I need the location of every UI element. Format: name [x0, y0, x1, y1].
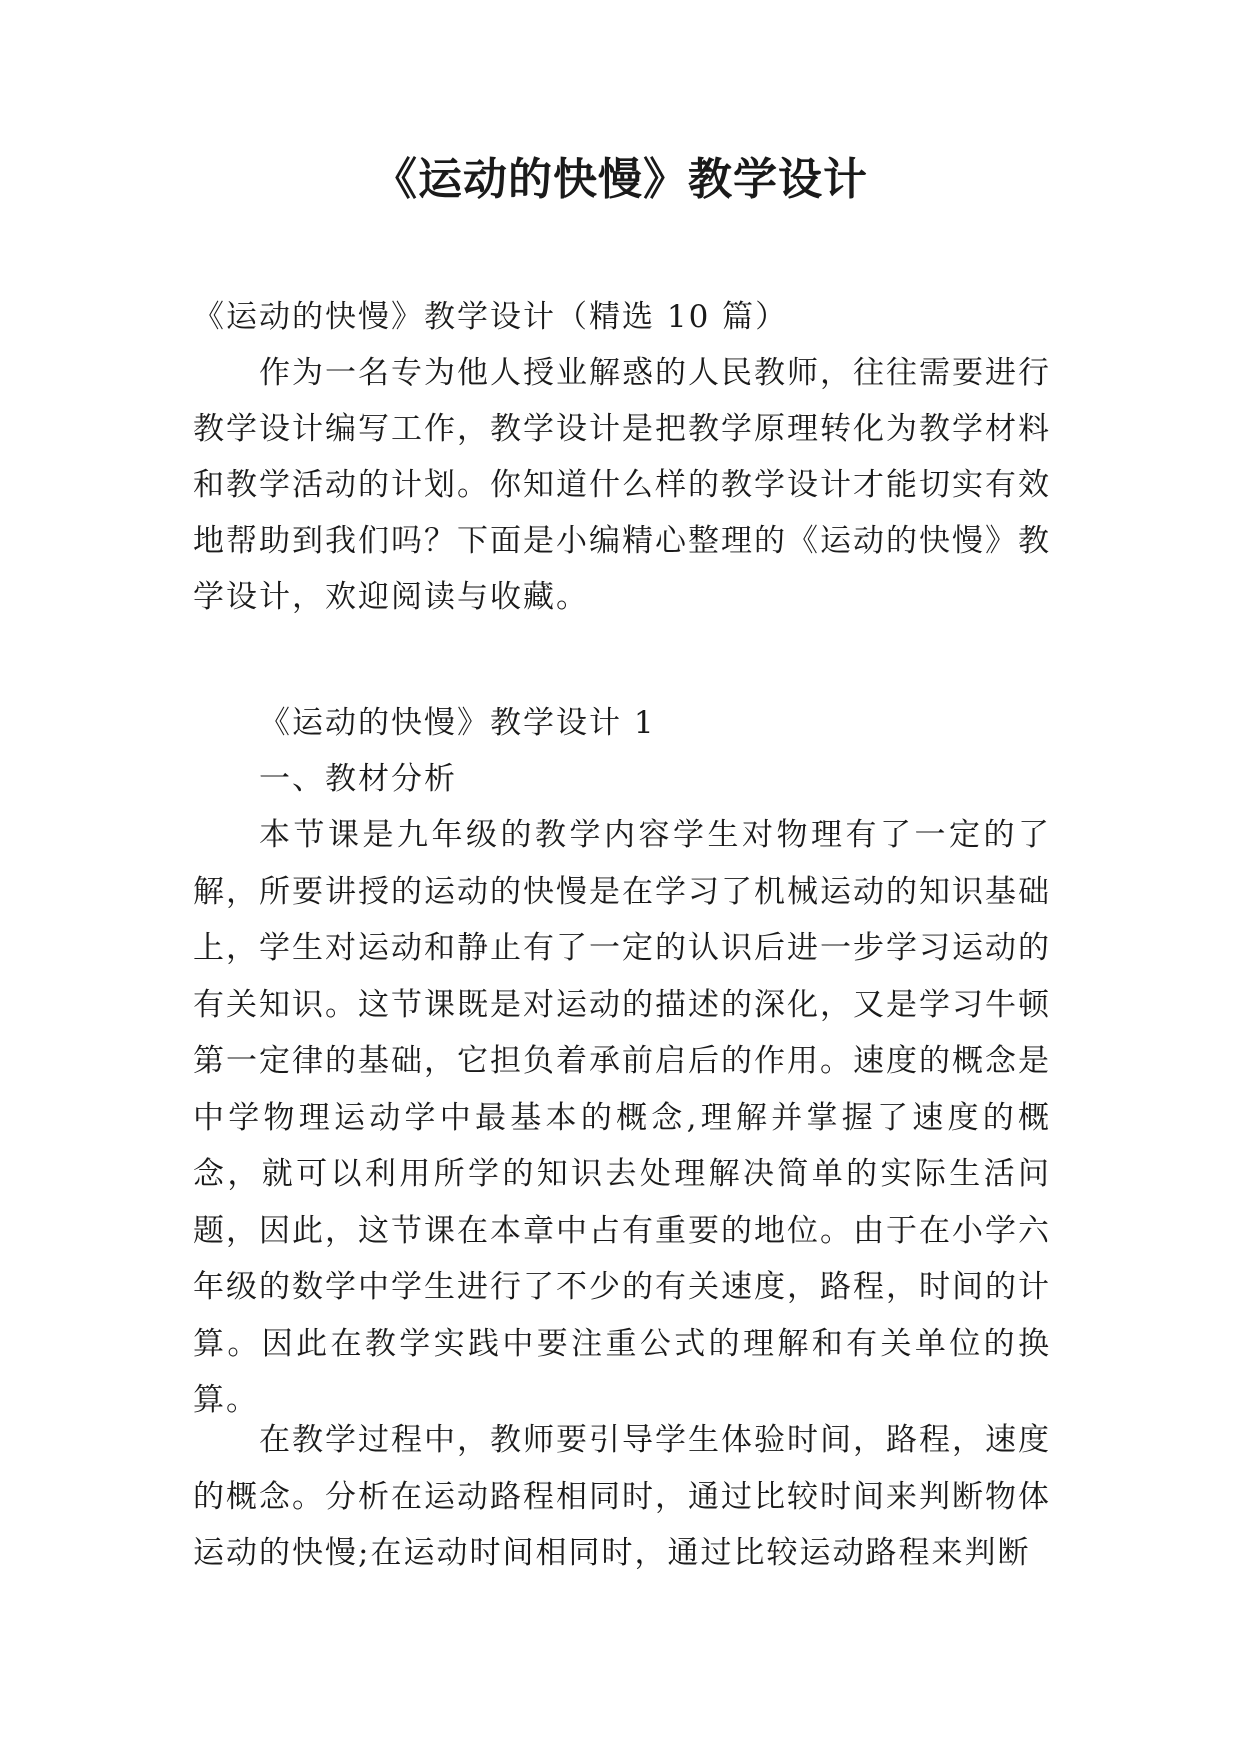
body-paragraph: 本节课是九年级的教学内容学生对物理有了一定的了解，所要讲授的运动的快慢是在学习了机械运动的知识基础上，学生对运动和静止有了一定的认识后进一步学习运动的有关知识。这节课既是对运动的描述的深化，又是学习牛顿第一定律的基础，它担负着承前启后的作用。速度的概念是中学物理运动学中最基本的概念,理解并掌握了速度的概念，就可以利用所学的知识去处理解决简单的实际生活问题，因此，这节课在本章中占有重要的地位。由于在小学六年级的数学中学生进行了不少的有关速度，路程，时间的计算。因此在教学实践中要注重公式的理解和有关单位的换算。 [193, 817, 1051, 1418]
sub-heading: 一、教材分析 [259, 761, 457, 797]
body-paragraph: 在教学过程中，教师要引导学生体验时间，路程，速度的概念。分析在运动路程相同时，通过比较时间来判断物体运动的快慢;在运动时间相同时，通过比较运动路程来判断 [193, 1422, 1051, 1571]
section-heading: 《运动的快慢》教学设计 1 [259, 705, 656, 741]
document-subtitle: 《运动的快慢》教学设计（精选 10 篇） [193, 299, 789, 335]
document-title: 《运动的快慢》教学设计 [373, 154, 868, 205]
intro-paragraph: 作为一名专为他人授业解惑的人民教师，往往需要进行教学设计编写工作，教学设计是把教学原理转化为教学材料和教学活动的计划。你知道什么样的教学设计才能切实有效地帮助到我们吗？下面是小编精心整理的《运动的快慢》教学设计，欢迎阅读与收藏。 [193, 355, 1051, 615]
